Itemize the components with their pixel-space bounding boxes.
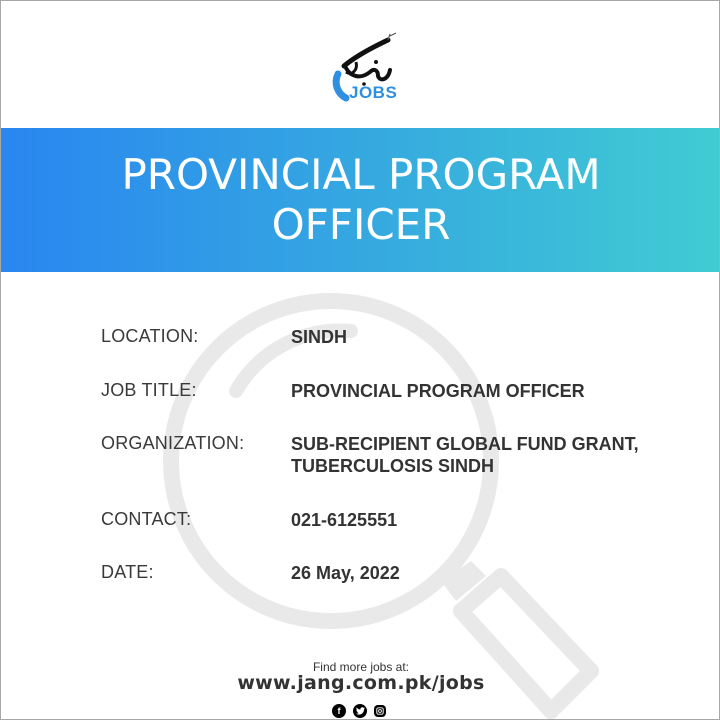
detail-label: ORGANIZATION: [101,433,245,453]
job-details [1,1,720,720]
detail-value: SINDH [291,327,348,347]
instagram-icon[interactable] [374,705,386,717]
detail-value: 26 May, 2022 [291,563,400,583]
find-more-text: Find more jobs at: [312,660,410,674]
detail-value: 021-6125551 [291,510,398,530]
twitter-icon[interactable] [353,704,367,718]
logo-jobs-text: JOBS [349,83,398,102]
detail-label: JOB TITLE: [101,380,197,400]
social-links [332,704,386,718]
detail-label: DATE: [101,562,154,582]
detail-label: LOCATION: [101,326,199,346]
jobs-url-link[interactable]: www.jang.com.pk/jobs [237,672,485,694]
detail-value: SUB-RECIPIENT GLOBAL FUND GRANT, TUBERCULOSIS SINDH [291,434,639,476]
facebook-icon[interactable]: f [332,704,346,718]
detail-label: CONTACT: [101,509,192,529]
page-title: PROVINCIAL PROGRAM OFFICER [121,150,601,249]
detail-value: PROVINCIAL PROGRAM OFFICER [291,381,585,401]
